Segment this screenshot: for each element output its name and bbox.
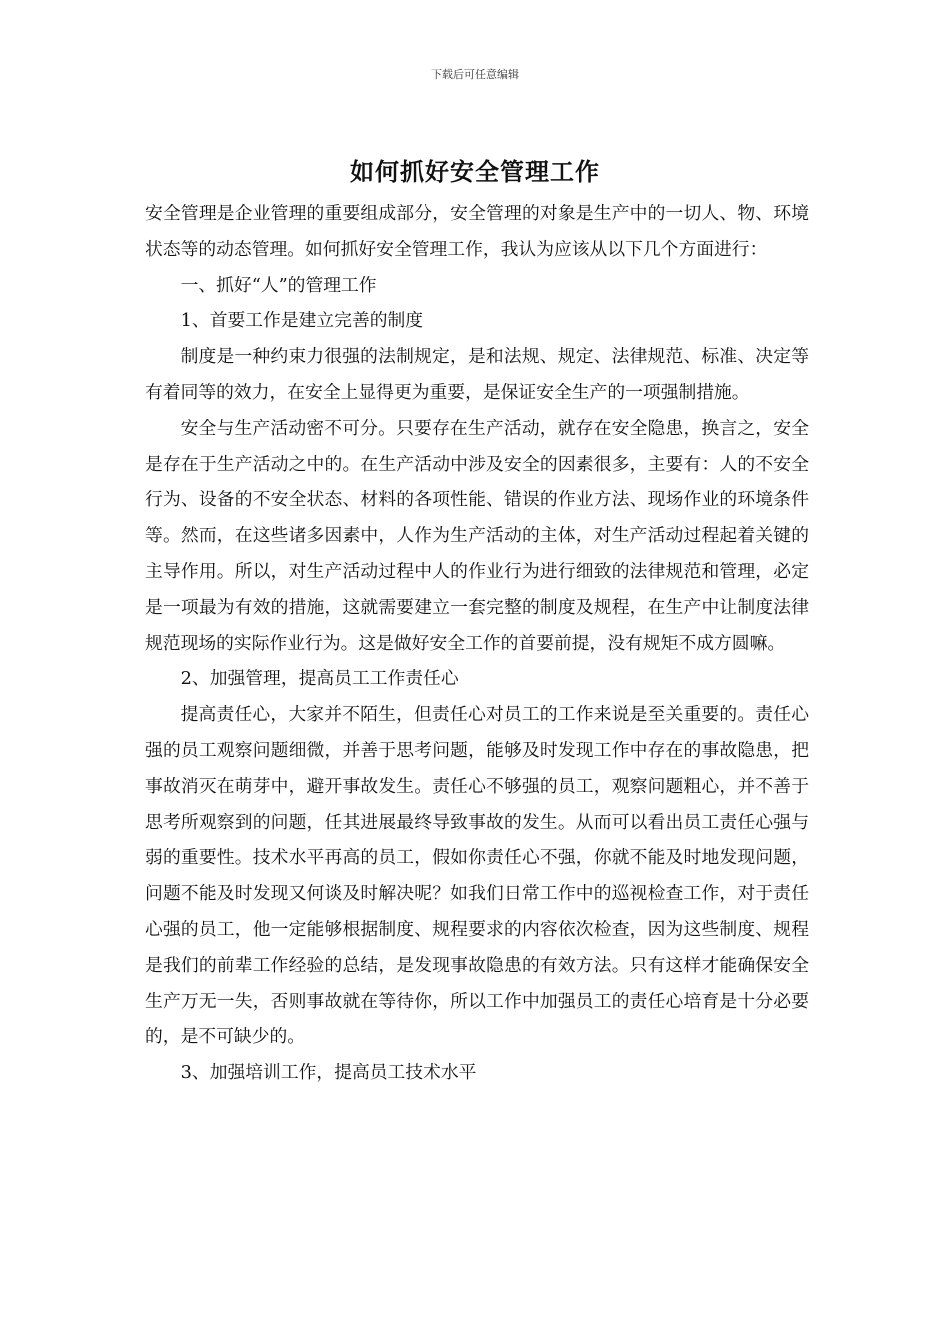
paragraph-responsibility: 提高责任心，大家并不陌生，但责任心对员工的工作来说是至关重要的。责任心强的员工观察问题细微，并善于思考问题，能够及时发现工作中存在的事故隐患，把事故消灭在萌芽中，避开事故发生。责任心不够强的员工，观察问题粗心，并不善于思考所观察到的问题，任其进展最终导致事故的发生。从而可以看出员工责任心强与弱的重要性。技术水平再高的员工，假如你责任心不强，你就不能及时地发现问题，问题不能及时发现又何谈及时解决呢？如我们日常工作中的巡视检查工作，对于责任心强的员工，他一定能够根据制度、规程要求的内容依次检查，因为这些制度、规程是我们的前辈工作经验的总结，是发现事故隐患的有效方法。只有这样才能确保安全生产万无一失，否则事故就在等待你，所以工作中加强员工的责任心培育是十分必要的，是不可缺少的。 bbox=[145, 704, 809, 1048]
subsection-heading-1: 1、首要工作是建立完善的制度 bbox=[180, 310, 424, 332]
subsection-heading-3: 3、加强培训工作，提高员工技术水平 bbox=[180, 1062, 477, 1084]
header-note: 下载后可任意编辑 bbox=[431, 68, 519, 81]
subsection-heading-2: 2、加强管理，提高员工工作责任心 bbox=[180, 668, 459, 690]
paragraph-safety-and-production: 安全与生产活动密不可分。只要存在生产活动，就存在安全隐患，换言之，安全是存在于生产活动之中的。在生产活动中涉及安全的因素很多，主要有：人的不安全行为、设备的不安全状态、材料的各项性能、错误的作业方法、现场作业的环境条件等。然而，在这些诸多因素中，人作为生产活动的主体，对生产活动过程起着关键的主导作用。所以，对生产活动过程中人的作业行为进行细致的法律规范和管理，必定是一项最为有效的措施，这就需要建立一套完整的制度及规程，在生产中让制度法律规范现场的实际作业行为。这是做好安全工作的首要前提，没有规矩不成方圆嘛。 bbox=[145, 417, 809, 654]
intro-paragraph: 安全管理是企业管理的重要组成部分，安全管理的对象是生产中的一切人、物、环境状态等的动态管理。如何抓好安全管理工作，我认为应该从以下几个方面进行： bbox=[145, 203, 809, 260]
document-body bbox=[145, 196, 809, 1091]
section-heading-1: 一、抓好“人”的管理工作 bbox=[180, 274, 377, 296]
document-title: 如何抓好安全管理工作 bbox=[350, 157, 600, 186]
paragraph-system-definition: 制度是一种约束力很强的法制规定，是和法规、规定、法律规范、标准、决定等有着同等的效力，在安全上显得更为重要，是保证安全生产的一项强制措施。 bbox=[145, 346, 809, 403]
